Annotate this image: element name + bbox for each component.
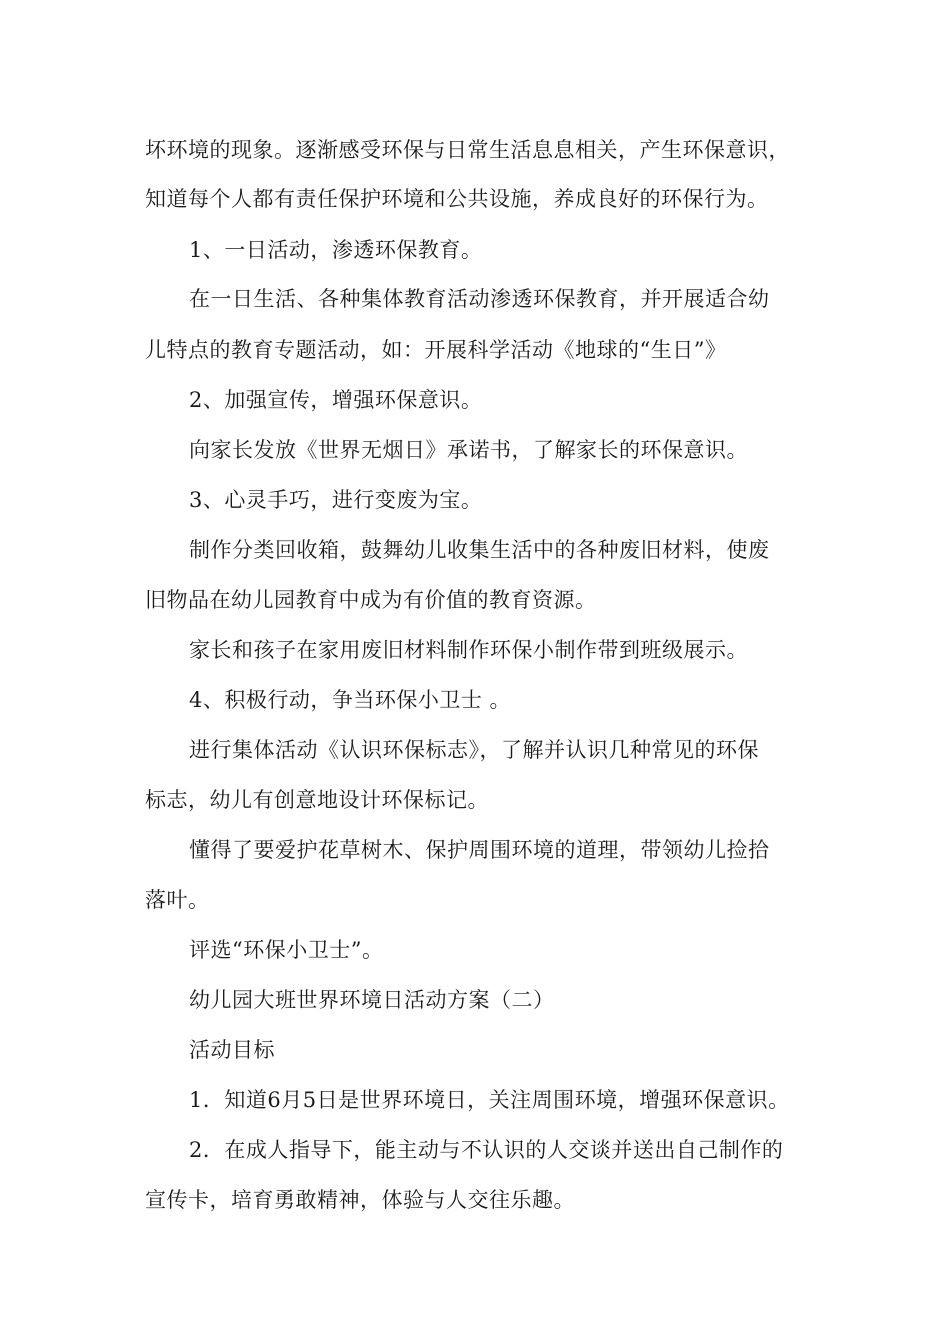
document-subtitle: 幼儿园大班世界环境日活动方案（二） bbox=[189, 988, 555, 1012]
paragraph-line: 落叶。 bbox=[145, 888, 210, 912]
section-heading: 2、加强宣传，增强环保意识。 bbox=[189, 388, 483, 412]
section-heading: 4、积极行动，争当环保小卫士 。 bbox=[189, 688, 512, 712]
paragraph-line: 进行集体活动《认识环保标志》，了解并认识几种常见的环保 bbox=[189, 738, 759, 762]
paragraph-line: 儿特点的教育专题活动，如：开展科学活动《地球的“生日”》 bbox=[145, 338, 727, 362]
paragraph-line: 在一日生活、各种集体教育活动渗透环保教育，并开展适合幼 bbox=[189, 287, 770, 311]
paragraph-line: 懂得了要爱护花草树木、保护周围环境的道理，带领幼儿捡拾 bbox=[189, 838, 770, 862]
paragraph-line: 知道每个人都有责任保护环境和公共设施，养成良好的环保行为。 bbox=[145, 187, 769, 211]
paragraph-line: 制作分类回收箱，鼓舞幼儿收集生活中的各种废旧材料，使废 bbox=[189, 538, 770, 562]
paragraph-line: 坏环境的现象。逐渐感受环保与日常生活息息相关，产生环保意识， bbox=[145, 138, 790, 162]
list-item: 1．知道6月5日是世界环境日，关注周围环境，增强环保意识。 bbox=[189, 1088, 790, 1112]
paragraph-line: 评选“环保小卫士”。 bbox=[189, 938, 384, 962]
paragraph-line: 标志，幼儿有创意地设计环保标记。 bbox=[145, 788, 489, 812]
paragraph-line: 家长和孩子在家用废旧材料制作环保小制作带到班级展示。 bbox=[189, 638, 748, 662]
paragraph-line: 宣传卡，培育勇敢精神，体验与人交往乐趣。 bbox=[145, 1188, 575, 1212]
section-heading: 3、心灵手巧，进行变废为宝。 bbox=[189, 488, 483, 512]
section-heading: 活动目标 bbox=[189, 1038, 275, 1062]
section-heading: 1、一日活动，渗透环保教育。 bbox=[189, 238, 483, 262]
paragraph-line: 向家长发放《世界无烟日》承诺书，了解家长的环保意识。 bbox=[189, 438, 748, 462]
paragraph-line: 旧物品在幼儿园教育中成为有价值的教育资源。 bbox=[145, 588, 597, 612]
list-item: 2．在成人指导下，能主动与不认识的人交谈并送出自己制作的 bbox=[189, 1138, 784, 1162]
